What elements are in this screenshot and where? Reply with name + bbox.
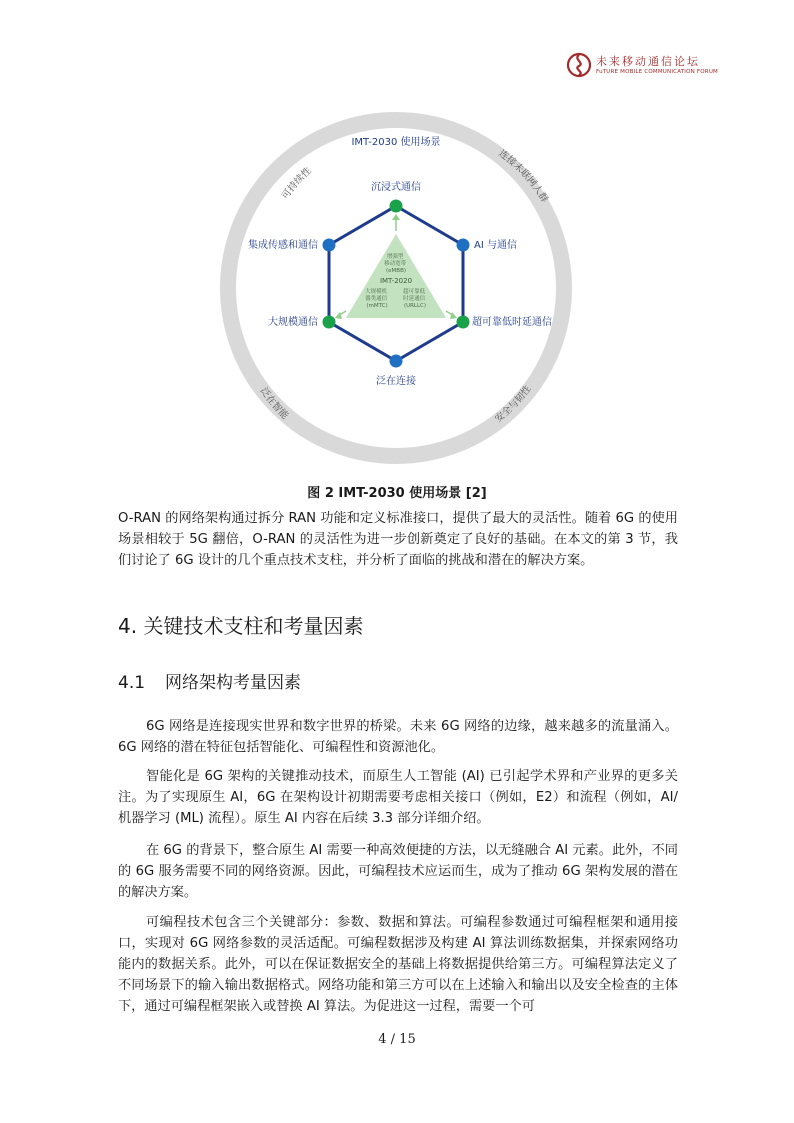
section-4-1-title: 网络架构考量因素	[165, 673, 302, 693]
scenario-diagram	[214, 106, 578, 470]
node-label-immersive: 沉浸式通信	[371, 182, 421, 193]
ring-label-connect-unconnected: 连接未联网人群	[496, 148, 550, 205]
tri-urllc-line1: 超可靠低	[403, 289, 426, 295]
logo-english: FuTURE MOBILE COMMUNICATION FORUM	[596, 68, 718, 75]
svg-text:超可靠低 时延通信 (URLLC)	[403, 287, 427, 309]
ring-label-ubiquitous-intelligence: 泛在智能	[257, 385, 291, 422]
node-immersive	[390, 200, 403, 213]
node-label-ai: AI 与通信	[474, 240, 517, 251]
paragraph-intelligence: 智能化是 6G 架构的关键推动技术，而原生人工智能 (AI) 已引起学术界和产业界的更多关注。为了实现原生 AI，6G 在架构设计初期需要考虑相关接口（例如，E2）和流程（例如，AI/机器学习 (ML) 流程）。原生 AI 内容在后续 3.3 部分详细介绍。	[118, 769, 678, 826]
figure-title: IMT-2030 使用场景	[351, 137, 441, 148]
node-label-ubiquitous: 泛在连接	[376, 376, 416, 387]
arrow-right-head	[450, 312, 457, 319]
section-4-heading	[118, 610, 363, 639]
ring-label-security-resilience: 安全与韧性	[493, 383, 534, 425]
logo-chinese: 未来移动通信论坛	[596, 54, 700, 68]
svg-text:大规模机 器类通信 (mMTC)	[365, 287, 389, 309]
tri-embb-line3: (eMBB)	[386, 268, 406, 274]
svg-text:增强型 移动宽带 (eMBB)	[384, 252, 408, 274]
logo-text	[596, 55, 718, 76]
tri-center-label: IMT-2020	[379, 277, 413, 285]
node-label-massive: 大规模通信	[268, 317, 318, 328]
figure-caption: 图 2 IMT-2030 使用场景 [2]	[307, 486, 487, 501]
section-4-number: 4.	[118, 614, 138, 638]
tri-urllc-line3: (URLLC)	[403, 303, 427, 309]
node-label-urllc: 超可靠低时延通信	[472, 317, 552, 328]
node-ubiquitous	[390, 355, 403, 368]
section-4-1-heading	[118, 668, 301, 693]
paragraph-oran: O-RAN 的网络架构通过拆分 RAN 功能和定义标准接口，提供了最大的灵活性。随着 6G 的使用场景相较于 5G 翻倍，O-RAN 的灵活性为进一步创新奠定了良好的基础。在本文的第 3 节，我们讨论了 6G 设计的几个重点技术支柱，并分析了面临的挑战和潜在的解决方案。	[118, 511, 678, 568]
arrow-left-head	[335, 312, 342, 319]
section-4-title: 关键技术支柱和考量因素	[143, 614, 364, 638]
tri-urllc-line2: 时延通信	[403, 296, 426, 302]
node-urllc	[457, 316, 470, 329]
imt2020-triangle	[346, 234, 446, 318]
tri-embb-line1: 增强型	[386, 254, 404, 260]
node-sensing	[323, 239, 336, 252]
node-ai-communication	[457, 239, 470, 252]
section-4-1-number: 4.1	[118, 673, 146, 693]
paragraph-6g-bridge: 6G 网络是连接现实世界和数字世界的桥梁。未来 6G 网络的边缘，越来越多的流量涌入。6G 网络的潜在特征包括智能化、可编程性和资源池化。	[118, 719, 678, 755]
page-number: 4 / 15	[378, 1032, 416, 1047]
swirl-logo-icon	[566, 52, 592, 78]
node-massive	[323, 316, 336, 329]
arrow-up-head	[392, 214, 400, 220]
tri-mmtc-line3: (mMTC)	[366, 303, 388, 309]
node-label-sensing: 集成传感和通信	[248, 240, 318, 251]
imt2030-usage-scenarios-figure	[214, 106, 578, 470]
tri-mmtc-line1: 大规模机	[365, 289, 388, 295]
tri-mmtc-line2: 器类通信	[365, 296, 388, 302]
paragraph-programmable-tech: 可编程技术包含三个关键部分：参数、数据和算法。可编程参数通过可编程框架和通用接口，实现对 6G 网络参数的灵活适配。可编程数据涉及构建 AI 算法训练数据集，并探索网络功能内的数据关系。此外，可以在保证数据安全的基础上将数据提供给第三方。可编程算法定义了不同场景下的输入输出数据格式。网络功能和第三方可以在上述输入和输出以及安全检查的主体下，通过可编程框架嵌入或替换 AI 算法。为促进这一过程，需要一个可	[118, 915, 678, 1014]
ring-label-sustainability: 可持续性	[279, 165, 314, 202]
header-logo	[566, 52, 718, 78]
paragraph-programmability: 在 6G 的背景下，整合原生 AI 需要一种高效便捷的方法，以无缝融合 AI 元素。此外，不同的 6G 服务需要不同的网络资源。因此，可编程技术应运而生，成为了推动 6G 架构发展的潜在的解决方案。	[118, 843, 678, 900]
tri-embb-line2: 移动宽带	[384, 261, 407, 267]
